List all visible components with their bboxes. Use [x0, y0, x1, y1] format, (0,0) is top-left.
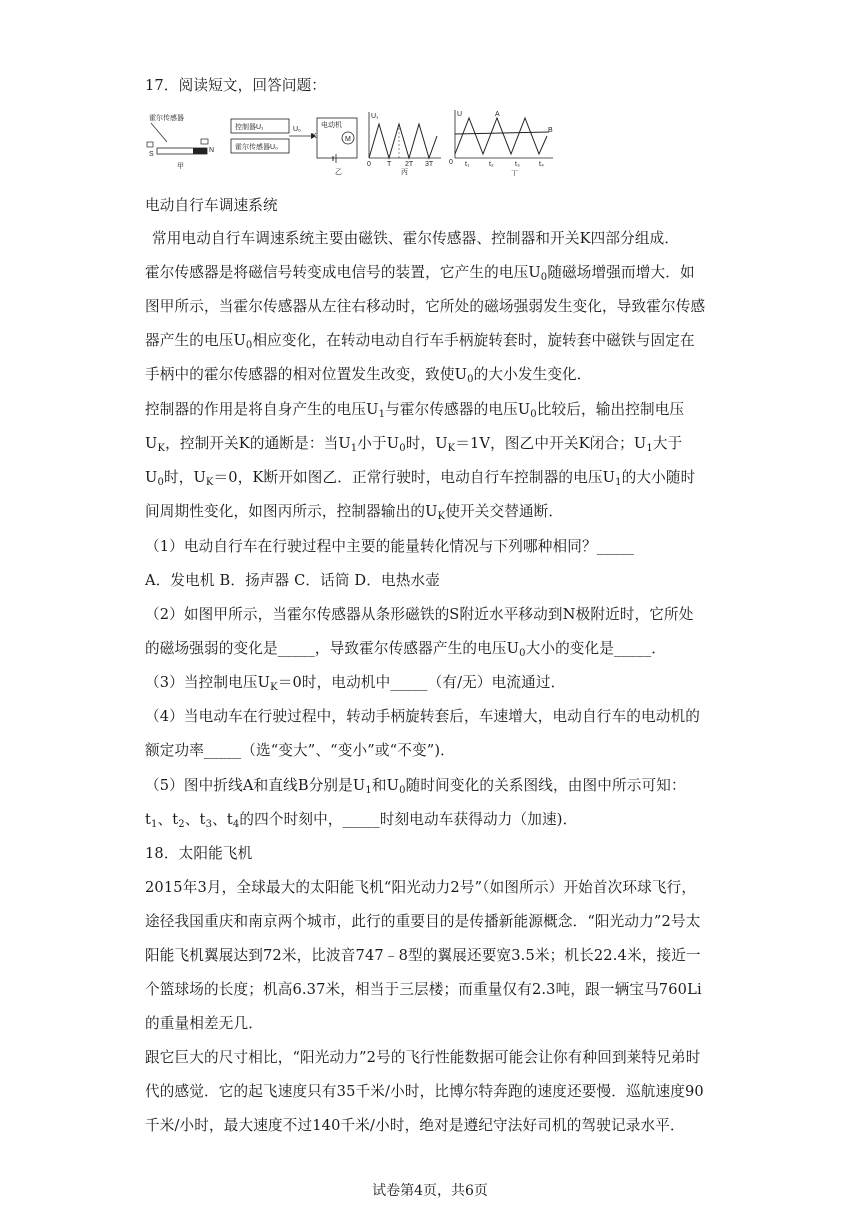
q18-line-3: 阳能飞机翼展达到72米，比波音747﹣8型的翼展还要宽3.5米；机长22.4米，接近一	[145, 947, 701, 964]
q18-line-8: 千米/小时，最大速度不过140千米/小时，绝对是遵纪守法好司机的驾驶记录水平．	[145, 1117, 685, 1134]
page-footer: 试卷第4页，共6页	[372, 1183, 488, 1199]
q17-sub3: （3）当控制电压$U_K=0$时，电动机中_____（有/无）电流通过．	[145, 674, 566, 693]
q17-sub2-line1: （2）如图甲所示，当霍尔传感器从条形磁铁的S附近水平移动到N极附近时，它所处	[145, 606, 694, 623]
bing-t3: 3T	[425, 161, 434, 168]
ding-t1: t₁	[465, 161, 470, 168]
bing-t0: 0	[367, 161, 371, 168]
q17-para-7: $U_K$，控制开关K的通断是：当$U_1$小于$U_0$时，$U_K=1V$，图乙中开关K闭合；$U_1$大于	[145, 435, 683, 454]
q17-title: 电动自行车调速系统	[145, 197, 278, 214]
q18-heading: 18．太阳能飞机	[145, 845, 253, 862]
ding-b-label: B	[548, 127, 553, 134]
q18-line-5: 的重量相差无几．	[145, 1015, 263, 1032]
q17-sub2-line2: 的磁场强弱的变化是_____，导致霍尔传感器产生的电压$U_0$大小的变化是_____．	[145, 640, 667, 659]
bing-t2: 2T	[405, 161, 414, 168]
q17-sub5-line2: $t_1$、$t_2$、$t_3$、$t_4$的四个时刻中，_____时刻电动车获得动力（加速)．	[145, 811, 578, 830]
q18-line-1: 2015年3月，全球最大的太阳能飞机“阳光动力2号”（如图所示）开始首次环球飞行，	[145, 879, 697, 896]
yi-sensor-label: 霍尔传感器U₀	[235, 144, 278, 151]
q17-sub5-line1: （5）图中折线A和直线B分别是$U_1$和$U_0$随时间变化的关系图线，由图中所示可知：	[145, 777, 686, 796]
ding-t4: t₄	[539, 161, 544, 168]
q17-para-8: $U_0$时，$U_K=0$，K断开如图乙．正常行驶时，电动自行车控制器的电压$U_1$的大小随时	[145, 469, 696, 488]
q17-para-2: 霍尔传感器是将磁信号转变成电信号的装置，它产生的电压$U_0$随磁场增强而增大．如	[145, 264, 695, 283]
jia-s-label: S	[149, 151, 154, 158]
ding-a-label: A	[495, 111, 500, 118]
ding-t2: t₂	[489, 161, 494, 168]
figure-jia	[147, 113, 214, 170]
bing-t1: T	[387, 161, 392, 168]
ding-axis-label: U	[457, 111, 463, 118]
yi-uk-label: U₀	[293, 126, 301, 133]
bing-caption: 丙	[401, 169, 408, 176]
q17-para-4: 器产生的电压$U_0$相应变化，在转动电动自行车手柄旋转套时，旋转套中磁铁与固定在	[145, 332, 695, 351]
q17-para-5: 手柄中的霍尔传感器的相对位置发生改变，致使$U_0$的大小发生变化．	[145, 366, 592, 385]
figure-bing	[367, 112, 441, 176]
figure-ding	[449, 110, 553, 176]
yi-motor-label: 电动机	[321, 122, 342, 129]
q17-para-3: 图甲所示，当霍尔传感器从左往右移动时，它所处的磁场强弱发生变化，导致霍尔传感	[145, 298, 706, 315]
q17-sub4-line2: 额定功率_____（选“变大”、“变小”或“不变”)．	[145, 742, 455, 759]
q18-line-2: 途径我国重庆和南京两个城市，此行的重要目的是传播新能源概念．“阳光动力”2号太	[145, 913, 701, 930]
ding-t3: t₃	[515, 161, 520, 168]
q17-sub1: （1）电动自行车在行驶过程中主要的能量转化情况与下列哪种相同？_____	[145, 538, 634, 555]
q17-para-9: 间周期性变化，如图丙所示，控制器输出的$U_K$使开关交替通断．	[145, 503, 564, 522]
ding-o-label: 0	[449, 159, 453, 166]
q17-figures	[143, 106, 563, 176]
q18-line-6: 跟它巨大的尺寸相比，“阳光动力”2号的飞行性能数据可能会让你有种回到莱特兄弟时	[145, 1049, 701, 1066]
ding-caption: 丁	[511, 171, 518, 176]
q17-sub4-line1: （4）当电动车在行驶过程中，转动手柄旋转套后，车速增大，电动自行车的电动机的	[145, 708, 700, 725]
yi-m-label: M	[345, 136, 351, 143]
yi-k-label: K	[312, 133, 317, 140]
yi-controller-label: 控制器U₁	[235, 124, 264, 131]
q18-line-4: 个篮球场的长度；机高6.37米，相当于三层楼；而重量仅有2.3吨，跟一辆宝马760Li	[145, 981, 702, 998]
q17-heading: 17．阅读短文，回答问题：	[145, 77, 327, 94]
q17-para-1: 常用电动自行车调速系统主要由磁铁、霍尔传感器、控制器和开关K四部分组成．	[152, 230, 680, 247]
q17-para-6: 控制器的作用是将自身产生的电压$U_1$与霍尔传感器的电压$U_0$比较后，输出控制电压	[145, 401, 685, 420]
q17-options: A．发电机 B．扬声器 C．话筒 D．电热水壶	[145, 572, 440, 589]
figure-yi	[231, 118, 357, 176]
bing-axis-label: U₁	[371, 113, 379, 120]
yi-caption: 乙	[335, 169, 342, 176]
jia-caption: 甲	[177, 163, 184, 170]
jia-sensor-label: 霍尔传感器	[149, 115, 184, 122]
jia-n-label: N	[209, 147, 215, 154]
q18-line-7: 代的感觉．它的起飞速度只有35千米/小时，比博尔特奔跑的速度还要慢．巡航速度90	[145, 1083, 704, 1100]
